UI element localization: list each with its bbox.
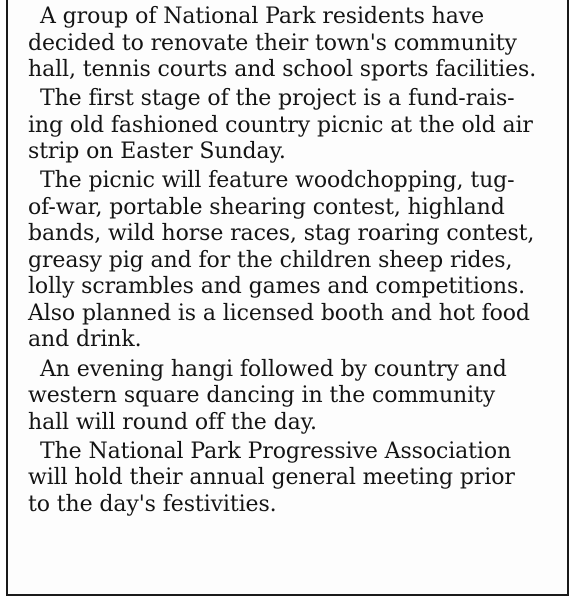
paragraph-4 [28,357,558,437]
article-body [28,4,558,521]
text-line: decided to renovate their town's community [28,30,517,56]
text-line: of-war, portable shearing contest, highland [28,194,505,220]
text-line: The picnic will feature woodchopping, tug- [40,168,515,194]
text-line: lolly scrambles and games and competitions. [28,274,526,300]
text-line: ing old fashioned country picnic at the old air [28,112,533,138]
paragraph-3 [28,168,558,354]
text-line: and drink. [28,327,142,353]
text-line: The National Park Progressive Association [40,438,512,464]
newspaper-clipping [6,0,569,596]
text-line: strip on Easter Sunday. [28,139,286,165]
paragraph-1 [28,4,558,84]
text-line: A group of National Park residents have [40,4,485,29]
text-line: An evening hangi followed by country and [40,356,507,382]
paragraph-5 [28,439,558,519]
text-line: to the day's festivities. [28,491,277,517]
text-line: greasy pig and for the children sheep rides, [28,247,513,273]
paragraph-2 [28,86,558,166]
text-line: The first stage of the project is a fund-rais- [40,86,515,112]
text-line: hall, tennis courts and school sports facilities. [28,57,537,82]
text-line: Also planned is a licensed booth and hot food [28,300,530,326]
text-line: western square dancing in the community [28,383,496,409]
text-line: bands, wild horse races, stag roaring contest, [28,221,535,247]
text-line: hall will round off the day. [28,409,317,435]
text-line: will hold their annual general meeting prior [28,465,515,491]
